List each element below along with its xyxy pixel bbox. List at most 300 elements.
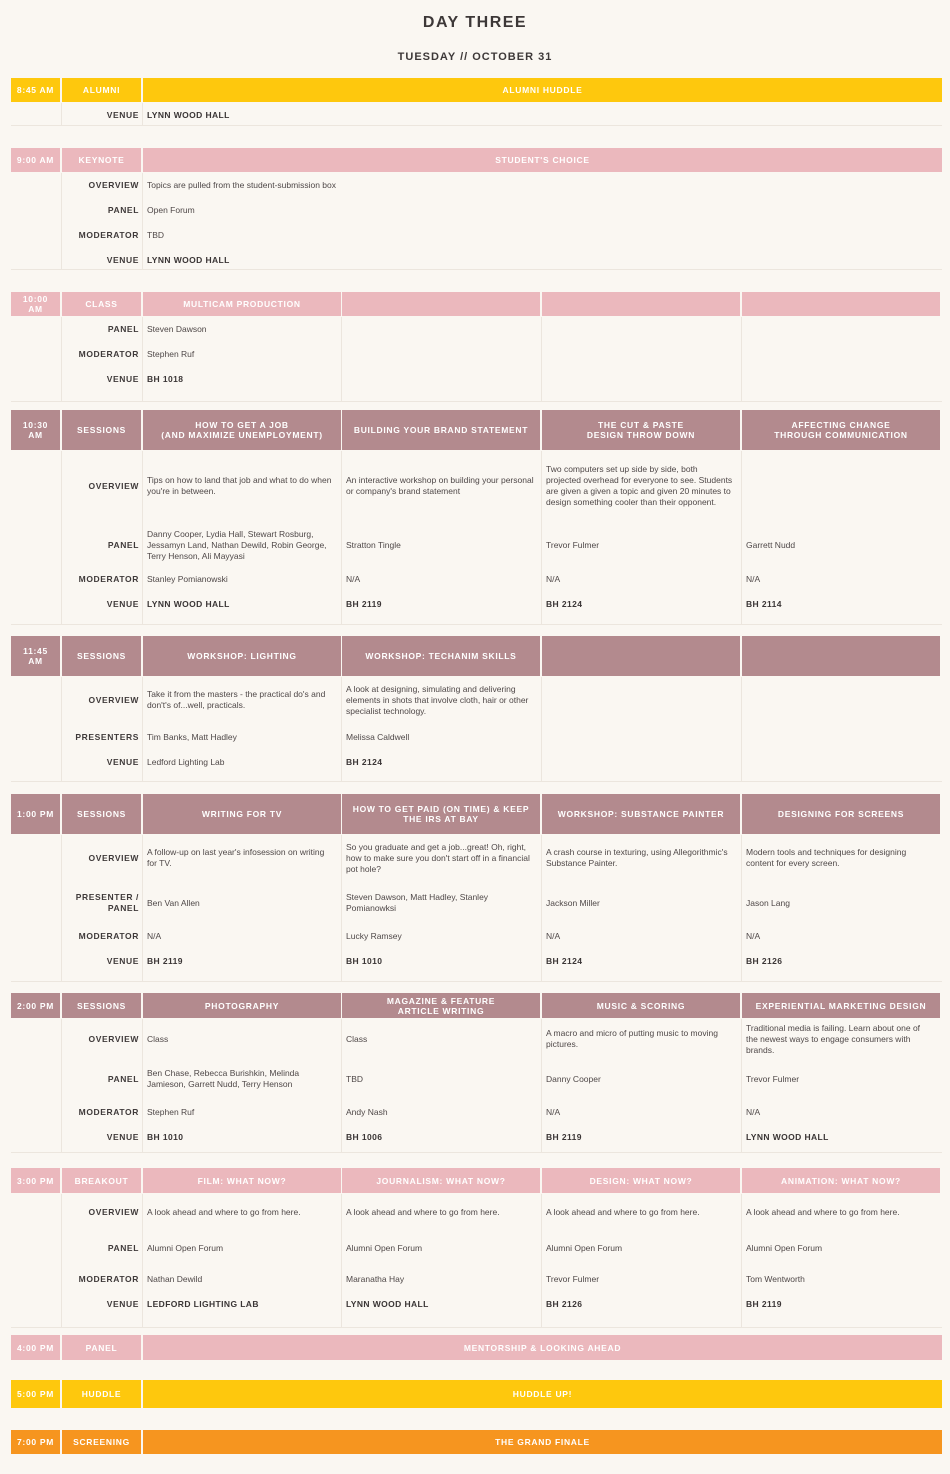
cell-value-text: LYNN WOOD HALL bbox=[147, 109, 230, 120]
cell-value bbox=[147, 680, 341, 720]
session-title: MUSIC & SCORING bbox=[542, 993, 740, 1018]
column-divider bbox=[341, 677, 342, 782]
row-label bbox=[62, 751, 139, 773]
cell-value-text: Danny Cooper bbox=[546, 1073, 601, 1084]
cell-value bbox=[147, 174, 927, 196]
column-divider bbox=[541, 1019, 542, 1153]
cell-value bbox=[546, 527, 740, 563]
row-label bbox=[62, 456, 139, 516]
cell-value bbox=[147, 1268, 341, 1290]
cell-value bbox=[147, 885, 341, 921]
row-label-text: MODERATOR bbox=[78, 229, 139, 240]
row-divider bbox=[11, 781, 942, 782]
cell-value-text: Maranatha Hay bbox=[346, 1273, 405, 1284]
page-subtitle: TUESDAY // OCTOBER 31 bbox=[397, 51, 553, 63]
cell-value-text: Alumni Open Forum bbox=[546, 1242, 623, 1253]
cell-value bbox=[746, 1019, 940, 1059]
row-label-text: VENUE bbox=[106, 1131, 139, 1142]
cell-value bbox=[147, 368, 341, 390]
row-label-text: VENUE bbox=[106, 756, 139, 767]
row-label-text: MODERATOR bbox=[78, 573, 139, 584]
cell-value bbox=[147, 199, 927, 221]
cell-value-text: N/A bbox=[546, 573, 561, 584]
row-label-text: PANEL bbox=[107, 323, 139, 334]
cell-value bbox=[546, 925, 740, 947]
cell-value bbox=[546, 1293, 740, 1315]
column-divider bbox=[341, 835, 342, 982]
cell-value bbox=[546, 1019, 740, 1059]
row-label-text: VENUE bbox=[106, 254, 139, 265]
cell-value-text: Ben Chase, Rebecca Burishkin, Melinda Jamieson, Garrett Nudd, Terry Henson bbox=[147, 1068, 300, 1089]
session-block bbox=[0, 1380, 950, 1408]
cell-value bbox=[746, 593, 940, 615]
cell-value bbox=[746, 527, 940, 563]
cell-value bbox=[746, 751, 940, 773]
cell-value-text: Steven Dawson bbox=[147, 323, 207, 334]
cell-value-text: A macro and micro of putting music to moving pictures. bbox=[546, 1028, 718, 1049]
row-label bbox=[62, 1101, 139, 1123]
cell-value-text: BH 1010 bbox=[346, 955, 383, 966]
cell-value bbox=[746, 925, 940, 947]
session-title: STUDENT'S CHOICE bbox=[143, 148, 942, 172]
cell-value bbox=[546, 343, 740, 365]
cell-value bbox=[346, 593, 540, 615]
session-block bbox=[0, 1430, 950, 1454]
session-title: WORKSHOP: LIGHTING bbox=[143, 636, 341, 676]
session-title: BUILDING YOUR BRAND STATEMENT bbox=[342, 410, 540, 450]
cell-value bbox=[147, 318, 341, 340]
cell-value bbox=[346, 1201, 540, 1223]
row-label-text: OVERVIEW bbox=[88, 480, 139, 491]
cell-value bbox=[746, 343, 940, 365]
column-divider bbox=[541, 835, 542, 982]
cell-value-text: BH 2126 bbox=[746, 955, 783, 966]
cell-value-text: N/A bbox=[746, 573, 761, 584]
row-divider bbox=[11, 1327, 942, 1328]
cell-value bbox=[346, 680, 540, 720]
column-divider bbox=[142, 1194, 143, 1328]
cell-value-text: An interactive workshop on building your personal or company's brand statement bbox=[346, 475, 534, 496]
row-label-text: PRESENTERS bbox=[75, 731, 139, 742]
session-title bbox=[342, 292, 540, 316]
cell-value-text: BH 1010 bbox=[147, 1131, 184, 1142]
column-divider bbox=[341, 1019, 342, 1153]
column-divider bbox=[541, 451, 542, 625]
type-cell: PANEL bbox=[62, 1335, 141, 1360]
cell-value-text: BH 1006 bbox=[346, 1131, 383, 1142]
cell-value bbox=[746, 1293, 940, 1315]
cell-value-text: Topics are pulled from the student-submission box bbox=[147, 179, 336, 190]
cell-value-text: LYNN WOOD HALL bbox=[346, 1298, 429, 1309]
session-block bbox=[0, 1335, 950, 1360]
cell-value bbox=[546, 1126, 740, 1148]
session-title: JOURNALISM: WHAT NOW? bbox=[342, 1168, 540, 1193]
row-label-text: MODERATOR bbox=[78, 1106, 139, 1117]
session-title bbox=[542, 636, 740, 676]
cell-value-text: Danny Cooper, Lydia Hall, Stewart Rosburg, Jessamyn Land, Nathan Dewild, Robin George, Terry Henson, Ali Mayyasi bbox=[147, 528, 327, 561]
row-label bbox=[62, 950, 139, 972]
cell-value bbox=[746, 950, 940, 972]
cell-value bbox=[546, 1061, 740, 1097]
type-cell: SCREENING bbox=[62, 1430, 141, 1454]
cell-value bbox=[746, 1237, 940, 1259]
cell-value bbox=[546, 1237, 740, 1259]
row-label-text: VENUE bbox=[106, 1298, 139, 1309]
cell-value-text: Alumni Open Forum bbox=[147, 1242, 224, 1253]
type-cell: KEYNOTE bbox=[62, 148, 141, 172]
cell-value-text: LEDFORD LIGHTING LAB bbox=[147, 1298, 259, 1309]
row-label bbox=[62, 368, 139, 390]
cell-value bbox=[346, 368, 540, 390]
column-divider bbox=[741, 1194, 742, 1328]
cell-value bbox=[346, 1237, 540, 1259]
cell-value-text: BH 2126 bbox=[546, 1298, 583, 1309]
cell-value bbox=[147, 1061, 341, 1097]
row-label bbox=[62, 885, 139, 921]
type-cell: CLASS bbox=[62, 292, 141, 316]
cell-value bbox=[346, 568, 540, 590]
cell-value bbox=[346, 1126, 540, 1148]
cell-value-text: Nathan Dewild bbox=[147, 1273, 203, 1284]
time-cell: 10:00 AM bbox=[11, 292, 60, 316]
row-label-text: OVERVIEW bbox=[88, 1033, 139, 1044]
column-divider bbox=[142, 317, 143, 402]
time-cell: 4:00 PM bbox=[11, 1335, 60, 1360]
cell-value bbox=[346, 343, 540, 365]
cell-value-text: Stephen Ruf bbox=[147, 1106, 195, 1117]
column-divider bbox=[341, 1194, 342, 1328]
cell-value bbox=[147, 343, 341, 365]
cell-value bbox=[546, 838, 740, 878]
cell-value bbox=[346, 1019, 540, 1059]
cell-value bbox=[147, 249, 927, 271]
cell-value-text: Jason Lang bbox=[746, 897, 790, 908]
cell-value-text: TBD bbox=[147, 229, 164, 240]
row-label bbox=[62, 1268, 139, 1290]
session-title: EXPERIENTIAL MARKETING DESIGN bbox=[742, 993, 940, 1018]
column-divider bbox=[142, 103, 143, 126]
cell-value bbox=[147, 1101, 341, 1123]
cell-value-text: Tom Wentworth bbox=[746, 1273, 805, 1284]
row-label-text: VENUE bbox=[106, 955, 139, 966]
cell-value-text: Trevor Fulmer bbox=[746, 1073, 800, 1084]
cell-value-text: Ledford Lighting Lab bbox=[147, 756, 225, 767]
column-divider bbox=[741, 835, 742, 982]
cell-value bbox=[346, 1268, 540, 1290]
cell-value-text: Lucky Ramsey bbox=[346, 930, 402, 941]
cell-value bbox=[546, 568, 740, 590]
cell-value bbox=[147, 1201, 341, 1223]
cell-value-text: BH 2124 bbox=[346, 756, 383, 767]
row-label bbox=[62, 680, 139, 720]
row-label-text: VENUE bbox=[106, 598, 139, 609]
row-label bbox=[62, 1201, 139, 1223]
session-block bbox=[0, 794, 950, 982]
cell-value bbox=[746, 1126, 940, 1148]
row-label bbox=[62, 318, 139, 340]
row-label bbox=[62, 1126, 139, 1148]
session-title: WRITING FOR TV bbox=[143, 794, 341, 834]
cell-value bbox=[346, 1101, 540, 1123]
session-block bbox=[0, 636, 950, 782]
cell-value bbox=[746, 1201, 940, 1223]
row-label bbox=[62, 1061, 139, 1097]
cell-value-text: Trevor Fulmer bbox=[546, 1273, 600, 1284]
row-label bbox=[62, 104, 139, 126]
cell-value-text: Steven Dawson, Matt Hadley, Stanley Pomianowksi bbox=[346, 892, 489, 913]
cell-value bbox=[746, 368, 940, 390]
cell-value-text: Jackson Miller bbox=[546, 897, 600, 908]
cell-value bbox=[346, 885, 540, 921]
row-label-text: PANEL bbox=[107, 1073, 139, 1084]
time-cell: 5:00 PM bbox=[11, 1380, 60, 1408]
cell-value bbox=[546, 593, 740, 615]
cell-value-text: Ben Van Allen bbox=[147, 897, 200, 908]
row-label bbox=[62, 1293, 139, 1315]
column-divider bbox=[541, 317, 542, 402]
cell-value bbox=[746, 726, 940, 748]
session-block bbox=[0, 1168, 950, 1328]
row-divider bbox=[11, 624, 942, 625]
cell-value bbox=[546, 1268, 740, 1290]
cell-value bbox=[746, 568, 940, 590]
row-label-text: VENUE bbox=[106, 109, 139, 120]
row-divider bbox=[11, 1152, 942, 1153]
cell-value bbox=[147, 456, 341, 516]
row-label bbox=[62, 224, 139, 246]
session-title: MULTICAM PRODUCTION bbox=[143, 292, 341, 316]
cell-value bbox=[147, 104, 927, 126]
row-label-text: PANEL bbox=[107, 1242, 139, 1253]
cell-value-text: N/A bbox=[746, 1106, 761, 1117]
row-label bbox=[62, 1019, 139, 1059]
type-cell: SESSIONS bbox=[62, 410, 141, 450]
column-divider bbox=[741, 677, 742, 782]
cell-value-text: BH 2119 bbox=[546, 1131, 582, 1142]
cell-value-text: A follow-up on last year's infosession on writing for TV. bbox=[147, 847, 325, 868]
cell-value bbox=[147, 950, 341, 972]
session-block bbox=[0, 292, 950, 402]
session-title: HOW TO GET A JOB (AND MAXIMIZE UNEMPLOYMENT) bbox=[143, 410, 341, 450]
column-divider bbox=[142, 835, 143, 982]
type-cell: BREAKOUT bbox=[62, 1168, 141, 1193]
session-title: PHOTOGRAPHY bbox=[143, 993, 341, 1018]
cell-value bbox=[746, 1101, 940, 1123]
column-divider bbox=[142, 1019, 143, 1153]
type-cell: HUDDLE bbox=[62, 1380, 141, 1408]
cell-value-text: Two computers set up side by side, both projected overhead for everyone to see. Students are given a given a topic and given 20 minutes to design something cooler than their opponent. bbox=[546, 464, 733, 507]
row-label bbox=[62, 838, 139, 878]
cell-value bbox=[147, 838, 341, 878]
row-label bbox=[62, 249, 139, 271]
page-title: DAY THREE bbox=[422, 14, 528, 31]
session-title: ANIMATION: WHAT NOW? bbox=[742, 1168, 940, 1193]
time-cell: 2:00 PM bbox=[11, 993, 60, 1018]
row-label-text: MODERATOR bbox=[78, 348, 139, 359]
cell-value-text: So you graduate and get a job...great! Oh, right, how to make sure you don't start off in a financial pot hole? bbox=[346, 841, 530, 874]
cell-value bbox=[147, 1293, 341, 1315]
cell-value-text: Modern tools and techniques for designing content for every screen. bbox=[746, 847, 907, 868]
row-label bbox=[62, 568, 139, 590]
row-label-text: PANEL bbox=[107, 539, 139, 550]
column-divider bbox=[341, 317, 342, 402]
cell-value-text: Melissa Caldwell bbox=[346, 731, 410, 742]
cell-value bbox=[546, 680, 740, 720]
cell-value bbox=[346, 318, 540, 340]
cell-value bbox=[546, 456, 740, 516]
session-title bbox=[742, 636, 940, 676]
cell-value-text: Stanley Pomianowski bbox=[147, 573, 228, 584]
cell-value-text: Tips on how to land that job and what to do when you're in between. bbox=[147, 475, 332, 496]
row-label-text: OVERVIEW bbox=[88, 179, 139, 190]
cell-value bbox=[147, 224, 927, 246]
cell-value-text: A look ahead and where to go from here. bbox=[147, 1206, 301, 1217]
cell-value bbox=[546, 950, 740, 972]
cell-value bbox=[346, 456, 540, 516]
row-label-text: MODERATOR bbox=[78, 1273, 139, 1284]
cell-value-text: A look ahead and where to go from here. bbox=[346, 1206, 500, 1217]
cell-value bbox=[546, 1101, 740, 1123]
time-cell: 8:45 AM bbox=[11, 78, 60, 102]
time-cell: 10:30 AM bbox=[11, 410, 60, 450]
cell-value-text: BH 2119 bbox=[147, 955, 183, 966]
column-divider bbox=[741, 317, 742, 402]
cell-value bbox=[746, 456, 940, 516]
session-block bbox=[0, 148, 950, 270]
cell-value bbox=[147, 726, 341, 748]
cell-value bbox=[346, 1293, 540, 1315]
column-divider bbox=[142, 677, 143, 782]
cell-value-text: Open Forum bbox=[147, 204, 195, 215]
cell-value-text: N/A bbox=[546, 930, 561, 941]
row-divider bbox=[11, 401, 942, 402]
row-label bbox=[62, 174, 139, 196]
cell-value-text: Take it from the masters - the practical do's and don't's of...well, practicals. bbox=[147, 689, 326, 710]
cell-value-text: Alumni Open Forum bbox=[746, 1242, 823, 1253]
session-title: AFFECTING CHANGE THROUGH COMMUNICATION bbox=[742, 410, 940, 450]
row-label bbox=[62, 593, 139, 615]
cell-value bbox=[746, 1061, 940, 1097]
session-title: THE GRAND FINALE bbox=[143, 1430, 942, 1454]
cell-value-text: A look ahead and where to go from here. bbox=[746, 1206, 900, 1217]
cell-value-text: BH 1018 bbox=[147, 373, 184, 384]
row-label bbox=[62, 925, 139, 947]
row-label-text: OVERVIEW bbox=[88, 852, 139, 863]
time-cell: 3:00 PM bbox=[11, 1168, 60, 1193]
cell-value bbox=[147, 1126, 341, 1148]
cell-value-text: BH 2119 bbox=[346, 598, 382, 609]
session-title: DESIGNING FOR SCREENS bbox=[742, 794, 940, 834]
cell-value-text: N/A bbox=[746, 930, 761, 941]
cell-value-text: Trevor Fulmer bbox=[546, 539, 600, 550]
time-cell: 7:00 PM bbox=[11, 1430, 60, 1454]
cell-value bbox=[746, 680, 940, 720]
row-label-text: PRESENTER / PANEL bbox=[75, 892, 139, 913]
cell-value bbox=[546, 726, 740, 748]
cell-value-text: Traditional media is failing. Learn about one of the newest ways to engage consumers with brands. bbox=[746, 1022, 921, 1055]
cell-value-text: Class bbox=[346, 1033, 368, 1044]
cell-value bbox=[346, 950, 540, 972]
cell-value-text: Garrett Nudd bbox=[746, 539, 796, 550]
cell-value bbox=[746, 838, 940, 878]
cell-value-text: A look ahead and where to go from here. bbox=[546, 1206, 700, 1217]
cell-value bbox=[147, 527, 341, 563]
cell-value bbox=[546, 751, 740, 773]
cell-value bbox=[147, 925, 341, 947]
session-title: HUDDLE UP! bbox=[143, 1380, 942, 1408]
time-cell: 1:00 PM bbox=[11, 794, 60, 834]
session-title: WORKSHOP: SUBSTANCE PAINTER bbox=[542, 794, 740, 834]
cell-value-text: LYNN WOOD HALL bbox=[746, 1131, 829, 1142]
cell-value-text: Class bbox=[147, 1033, 169, 1044]
row-label bbox=[62, 726, 139, 748]
type-cell: SESSIONS bbox=[62, 636, 141, 676]
row-label bbox=[62, 199, 139, 221]
cell-value-text: BH 2119 bbox=[746, 1298, 782, 1309]
row-divider bbox=[11, 981, 942, 982]
row-label-text: PANEL bbox=[107, 204, 139, 215]
cell-value-text: A look at designing, simulating and delivering elements in shots that involve cloth, hair or other specialist technology. bbox=[346, 683, 529, 716]
cell-value bbox=[346, 1061, 540, 1097]
cell-value-text: BH 2114 bbox=[746, 598, 782, 609]
cell-value-text: Alumni Open Forum bbox=[346, 1242, 423, 1253]
session-title: MAGAZINE & FEATURE ARTICLE WRITING bbox=[342, 993, 540, 1018]
session-title: WORKSHOP: TECHANIM SKILLS bbox=[342, 636, 540, 676]
cell-value bbox=[346, 751, 540, 773]
row-label bbox=[62, 343, 139, 365]
row-label-text: MODERATOR bbox=[78, 930, 139, 941]
row-label bbox=[62, 527, 139, 563]
cell-value bbox=[746, 1268, 940, 1290]
cell-value bbox=[147, 1237, 341, 1259]
cell-value bbox=[346, 925, 540, 947]
row-label-text: VENUE bbox=[106, 373, 139, 384]
row-label bbox=[62, 1237, 139, 1259]
cell-value bbox=[147, 568, 341, 590]
cell-value-text: LYNN WOOD HALL bbox=[147, 598, 230, 609]
cell-value-text: N/A bbox=[147, 930, 162, 941]
cell-value-text: Tim Banks, Matt Hadley bbox=[147, 731, 237, 742]
cell-value bbox=[546, 885, 740, 921]
column-divider bbox=[142, 173, 143, 270]
session-title bbox=[542, 292, 740, 316]
type-cell: SESSIONS bbox=[62, 993, 141, 1018]
cell-value bbox=[346, 726, 540, 748]
session-title: ALUMNI HUDDLE bbox=[143, 78, 942, 102]
cell-value bbox=[546, 318, 740, 340]
column-divider bbox=[142, 451, 143, 625]
row-label-text: OVERVIEW bbox=[88, 694, 139, 705]
cell-value-text: TBD bbox=[346, 1073, 363, 1084]
session-block bbox=[0, 78, 950, 126]
cell-value bbox=[546, 1201, 740, 1223]
row-label-text: OVERVIEW bbox=[88, 1206, 139, 1217]
cell-value-text: A crash course in texturing, using Allegorithmic's Substance Painter. bbox=[546, 847, 728, 868]
column-divider bbox=[541, 677, 542, 782]
column-divider bbox=[741, 451, 742, 625]
session-title: FILM: WHAT NOW? bbox=[143, 1168, 341, 1193]
column-divider bbox=[741, 1019, 742, 1153]
session-title: DESIGN: WHAT NOW? bbox=[542, 1168, 740, 1193]
session-title: HOW TO GET PAID (ON TIME) & KEEP THE IRS AT BAY bbox=[342, 794, 540, 834]
cell-value bbox=[546, 368, 740, 390]
cell-value-text: Andy Nash bbox=[346, 1106, 388, 1117]
cell-value-text: BH 2124 bbox=[546, 598, 583, 609]
cell-value bbox=[746, 318, 940, 340]
cell-value bbox=[346, 838, 540, 878]
session-title: THE CUT & PASTE DESIGN THROW DOWN bbox=[542, 410, 740, 450]
cell-value bbox=[147, 593, 341, 615]
